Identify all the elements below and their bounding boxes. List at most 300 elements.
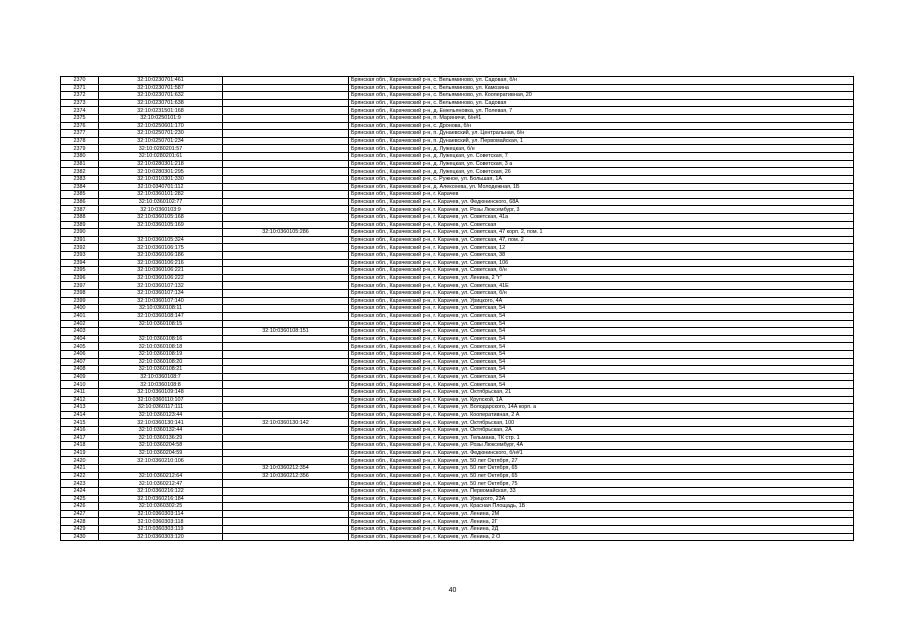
cadastral-number-cell: 32:10:0360108:18 [99,343,223,351]
table-row [61,183,854,191]
address-cell: Брянская обл., Карачевский р-н, г. Карачев, ул. Октябрьская, 2А [349,427,854,435]
table-row [61,244,854,252]
row-number-cell: 2388 [61,213,99,221]
cadastral-number-cell: 32:10:0360106:175 [99,244,223,252]
related-cadastral-number-cell [223,122,349,130]
row-number-cell: 2370 [61,77,99,85]
cadastral-number-cell: 32:10:0360105:169 [99,221,223,229]
cadastral-number-cell: 32:10:0340701:112 [99,183,223,191]
table-row [61,480,854,488]
table-row [61,419,854,427]
row-number-cell: 2385 [61,191,99,199]
address-cell: Брянская обл., Карачевский р-н, г. Карачев, ул. Володарского, 14А корп. а [349,404,854,412]
table-row [61,168,854,176]
table-row [61,495,854,503]
related-cadastral-number-cell [223,107,349,115]
cadastral-number-cell: 32:10:0360204:59 [99,449,223,457]
related-cadastral-number-cell [223,457,349,465]
related-cadastral-number-cell [223,305,349,313]
table-row [61,350,854,358]
address-cell: Брянская обл., Карачевский р-н, г. Карачев, ул. Урицкого, 23А [349,495,854,503]
table-row [61,366,854,374]
related-cadastral-number-cell: 32:10:0360108:151 [223,328,349,336]
address-cell: Брянская обл., Карачевский р-н, г. Карачев, ул. Советская, 54 [349,312,854,320]
cadastral-number-cell: 32:10:0360108:15 [99,320,223,328]
related-cadastral-number-cell [223,312,349,320]
related-cadastral-number-cell [223,77,349,85]
cadastral-number-cell: 32:10:0360108:8 [99,381,223,389]
table-row [61,236,854,244]
row-number-cell: 2423 [61,480,99,488]
related-cadastral-number-cell [223,434,349,442]
cadastral-number-cell: 32:10:0360136:29 [99,434,223,442]
related-cadastral-number-cell: 32:10:0360212:356 [223,472,349,480]
related-cadastral-number-cell [223,153,349,161]
related-cadastral-number-cell [223,503,349,511]
cadastral-number-cell: 32:10:0360110:107 [99,396,223,404]
related-cadastral-number-cell [223,449,349,457]
row-number-cell: 2405 [61,343,99,351]
row-number-cell: 2418 [61,442,99,450]
address-cell: Брянская обл., Карачевский р-н, г. Карачев, ул. Советская, 41Е [349,282,854,290]
row-number-cell: 2401 [61,312,99,320]
table-row [61,404,854,412]
cadastral-number-cell: 32:10:0230701:587 [99,84,223,92]
cadastral-number-cell: 32:10:0230701:461 [99,77,223,85]
address-cell: Брянская обл., Карачевский р-н, г. Карачев, ул. Советская, 54 [349,320,854,328]
address-cell: Брянская обл., Карачевский р-н, г. Карачев, ул. Советская, 54 [349,343,854,351]
cadastral-number-cell: 32:10:0360303:114 [99,510,223,518]
row-number-cell: 2408 [61,366,99,374]
row-number-cell: 2412 [61,396,99,404]
cadastral-number-cell: 32:10:0360101:282 [99,191,223,199]
table-row [61,381,854,389]
table-row [61,465,854,473]
cadastral-number-cell: 32:10:0360103:9 [99,206,223,214]
related-cadastral-number-cell [223,92,349,100]
register-table-body [61,77,854,541]
related-cadastral-number-cell [223,137,349,145]
row-number-cell: 2387 [61,206,99,214]
row-number-cell: 2383 [61,175,99,183]
row-number-cell: 2386 [61,198,99,206]
address-cell: Брянская обл., Карачевский р-н, г. Карачев, ул. Федюнинского, б/н#1 [349,449,854,457]
address-cell: Брянская обл., Карачевский р-н, г. Карачев, ул. Советская [349,221,854,229]
cadastral-number-cell: 32:10:0360108:20 [99,358,223,366]
table-row [61,107,854,115]
table-row [61,229,854,237]
cadastral-number-cell [99,229,223,237]
table-row [61,274,854,282]
related-cadastral-number-cell [223,396,349,404]
row-number-cell: 2404 [61,335,99,343]
table-row [61,267,854,275]
related-cadastral-number-cell [223,495,349,503]
row-number-cell: 2381 [61,160,99,168]
address-cell: Брянская обл., Карачевский р-н, г. Карачев, ул. Ленина, 2 О [349,533,854,541]
address-cell: Брянская обл., Карачевский р-н, г. Карачев, ул. Советская, б/н [349,290,854,298]
address-cell: Брянская обл., Карачевский р-н, г. Карачев, ул. Крупской, 1А [349,396,854,404]
address-cell: Брянская обл., Карачевский р-н, с. Вельяминово, ул. Камозина [349,84,854,92]
row-number-cell: 2407 [61,358,99,366]
row-number-cell: 2416 [61,427,99,435]
address-cell: Брянская обл., Карачевский р-н, д. Лужецкая, б/н [349,145,854,153]
table-row [61,290,854,298]
table-row [61,84,854,92]
row-number-cell: 2377 [61,130,99,138]
related-cadastral-number-cell [223,221,349,229]
row-number-cell: 2417 [61,434,99,442]
register-table [60,76,854,541]
cadastral-number-cell: 32:10:0360204:58 [99,442,223,450]
address-cell: Брянская обл., Карачевский р-н, с. Вельяминово, ул. Садовая, б/н [349,77,854,85]
table-row [61,343,854,351]
related-cadastral-number-cell [223,168,349,176]
row-number-cell: 2380 [61,153,99,161]
row-number-cell: 2392 [61,244,99,252]
related-cadastral-number-cell [223,358,349,366]
cadastral-number-cell: 32:10:0360303:119 [99,525,223,533]
cadastral-number-cell: 32:10:0231501:168 [99,107,223,115]
related-cadastral-number-cell [223,160,349,168]
related-cadastral-number-cell [223,388,349,396]
related-cadastral-number-cell [223,175,349,183]
related-cadastral-number-cell [223,404,349,412]
related-cadastral-number-cell [223,335,349,343]
address-cell: Брянская обл., Карачевский р-н, с. Вельяминово, ул. Кооперативная, 20 [349,92,854,100]
related-cadastral-number-cell [223,350,349,358]
cadastral-number-cell: 32:10:0360303:118 [99,518,223,526]
table-row [61,388,854,396]
address-cell: Брянская обл., Карачевский р-н, п. Мариничи, б/н#1 [349,115,854,123]
address-cell: Брянская обл., Карачевский р-н, г. Карачев, ул. Советская, 54 [349,373,854,381]
table-row [61,191,854,199]
cadastral-number-cell: 32:10:0280201:61 [99,153,223,161]
address-cell: Брянская обл., Карачевский р-н, г. Карачев, ул. Советская, 54 [349,328,854,336]
row-number-cell: 2400 [61,305,99,313]
address-cell: Брянская обл., Карачевский р-н, г. Карачев, ул. Советская, б/н [349,267,854,275]
cadastral-number-cell: 32:10:0360108:21 [99,366,223,374]
related-cadastral-number-cell: 32:10:0360130:142 [223,419,349,427]
table-row [61,153,854,161]
row-number-cell: 2393 [61,252,99,260]
cadastral-number-cell: 32:10:0360117:111 [99,404,223,412]
table-row [61,297,854,305]
address-cell: Брянская обл., Карачевский р-н, г. Карачев, ул. Октябрьская, 21 [349,388,854,396]
address-cell: Брянская обл., Карачевский р-н, с. Вельяминово, ул. Садовая [349,99,854,107]
cadastral-number-cell: 32:10:0360132:44 [99,427,223,435]
address-cell: Брянская обл., Карачевский р-н, г. Карачев, ул. Советская, 12 [349,244,854,252]
cadastral-number-cell: 32:10:0360108:147 [99,312,223,320]
cadastral-number-cell: 32:10:0360105:324 [99,236,223,244]
row-number-cell: 2422 [61,472,99,480]
related-cadastral-number-cell [223,274,349,282]
row-number-cell: 2415 [61,419,99,427]
related-cadastral-number-cell [223,442,349,450]
cadastral-number-cell: 32:10:0360216:122 [99,487,223,495]
row-number-cell: 2403 [61,328,99,336]
related-cadastral-number-cell [223,480,349,488]
address-cell: Брянская обл., Карачевский р-н, г. Карачев, ул. Советская, 106 [349,259,854,267]
table-row [61,145,854,153]
table-row [61,411,854,419]
cadastral-number-cell: 32:10:0360108:7 [99,373,223,381]
cadastral-number-cell: 32:10:0360108:11 [99,305,223,313]
table-row [61,130,854,138]
row-number-cell: 2429 [61,525,99,533]
related-cadastral-number-cell [223,282,349,290]
address-cell: Брянская обл., Карачевский р-н, г. Карачев, ул. 50 лет Октября, 65 [349,465,854,473]
row-number-cell: 2419 [61,449,99,457]
address-cell: Брянская обл., Карачевский р-н, г. Карачев, ул. Советская, 41а [349,213,854,221]
address-cell: Брянская обл., Карачевский р-н, г. Карачев, ул. Ленина, 2М [349,510,854,518]
table-row [61,160,854,168]
related-cadastral-number-cell [223,411,349,419]
cadastral-number-cell: 32:10:0310301:330 [99,175,223,183]
table-row [61,115,854,123]
address-cell: Брянская обл., Карачевский р-н, с. Дронова, б/н [349,122,854,130]
row-number-cell: 2384 [61,183,99,191]
table-row [61,213,854,221]
cadastral-number-cell: 32:10:0360108:16 [99,335,223,343]
address-cell: Брянская обл., Карачевский р-н, г. Карачев, ул. Советская, 54 [349,350,854,358]
cadastral-number-cell [99,328,223,336]
address-cell: Брянская обл., Карачевский р-н, г. Карачев, ул. Советская, 38 [349,252,854,260]
related-cadastral-number-cell [223,427,349,435]
related-cadastral-number-cell [223,373,349,381]
row-number-cell: 2378 [61,137,99,145]
related-cadastral-number-cell [223,198,349,206]
table-row [61,396,854,404]
cadastral-number-cell: 32:10:0280201:57 [99,145,223,153]
address-cell: Брянская обл., Карачевский р-н, п. Дунаевский, ул. Первомайская, 1 [349,137,854,145]
cadastral-number-cell: 32:10:0360302:25 [99,503,223,511]
cadastral-number-cell: 32:10:0360107:134 [99,290,223,298]
cadastral-number-cell: 32:10:0360303:120 [99,533,223,541]
related-cadastral-number-cell [223,236,349,244]
address-cell: Брянская обл., Карачевский р-н, г. Карачев, ул. Советская, 54 [349,335,854,343]
related-cadastral-number-cell [223,381,349,389]
cadastral-number-cell: 32:10:0360210:106 [99,457,223,465]
table-row [61,206,854,214]
cadastral-number-cell: 32:10:0360216:184 [99,495,223,503]
cadastral-number-cell: 32:10:0250701:230 [99,130,223,138]
related-cadastral-number-cell [223,487,349,495]
row-number-cell: 2375 [61,115,99,123]
related-cadastral-number-cell [223,99,349,107]
related-cadastral-number-cell [223,259,349,267]
address-cell: Брянская обл., Карачевский р-н, г. Карачев, ул. Ленина, 2Г [349,518,854,526]
cadastral-number-cell: 32:10:0230701:638 [99,99,223,107]
related-cadastral-number-cell [223,510,349,518]
related-cadastral-number-cell [223,366,349,374]
address-cell: Брянская обл., Карачевский р-н, г. Карачев, ул. Кооперативная, 2 А [349,411,854,419]
row-number-cell: 2379 [61,145,99,153]
table-row [61,221,854,229]
address-cell: Брянская обл., Карачевский р-н, п. Дунаевский, ул. Центральная, б/н [349,130,854,138]
related-cadastral-number-cell [223,252,349,260]
table-row [61,305,854,313]
address-cell: Брянская обл., Карачевский р-н, г. Карачев, ул. Советская, 47 корп. 2, пом. 1 [349,229,854,237]
table-row [61,122,854,130]
related-cadastral-number-cell [223,191,349,199]
table-row [61,335,854,343]
related-cadastral-number-cell [223,183,349,191]
row-number-cell: 2399 [61,297,99,305]
address-cell: Брянская обл., Карачевский р-н, г. Карачев, ул. 50 лет Октября, 75 [349,480,854,488]
row-number-cell: 2376 [61,122,99,130]
table-row [61,99,854,107]
address-cell: Брянская обл., Карачевский р-н, г. Карачев [349,191,854,199]
table-row [61,525,854,533]
table-row [61,533,854,541]
row-number-cell: 2390 [61,229,99,237]
related-cadastral-number-cell [223,84,349,92]
cadastral-number-cell: 32:10:0360109:148 [99,388,223,396]
cadastral-number-cell: 32:10:0360108:19 [99,350,223,358]
table-row [61,358,854,366]
related-cadastral-number-cell [223,130,349,138]
row-number-cell: 2424 [61,487,99,495]
table-row [61,137,854,145]
cadastral-number-cell: 32:10:0230701:632 [99,92,223,100]
row-number-cell: 2391 [61,236,99,244]
related-cadastral-number-cell: 32:10:0360105:286 [223,229,349,237]
cadastral-number-cell: 32:10:0360102:77 [99,198,223,206]
row-number-cell: 2396 [61,274,99,282]
row-number-cell: 2373 [61,99,99,107]
related-cadastral-number-cell [223,206,349,214]
row-number-cell: 2414 [61,411,99,419]
address-cell: Брянская обл., Карачевский р-н, г. Карачев, ул. Ленина, 2 "г" [349,274,854,282]
row-number-cell: 2394 [61,259,99,267]
row-number-cell: 2426 [61,503,99,511]
address-cell: Брянская обл., Карачевский р-н, г. Карачев, ул. Советская, 47, пом. 2 [349,236,854,244]
related-cadastral-number-cell [223,145,349,153]
address-cell: Брянская обл., Карачевский р-н, г. Карачев, ул. Розы Люксембург, 3 [349,206,854,214]
row-number-cell: 2430 [61,533,99,541]
cadastral-number-cell: 32:10:0360105:168 [99,213,223,221]
table-row [61,373,854,381]
cadastral-number-cell: 32:10:0280301:295 [99,168,223,176]
related-cadastral-number-cell [223,518,349,526]
cadastral-number-cell: 32:10:0360123:44 [99,411,223,419]
address-cell: Брянская обл., Карачевский р-н, г. Карачев, ул. Тельмана, ТК стр. 1 [349,434,854,442]
row-number-cell: 2402 [61,320,99,328]
related-cadastral-number-cell [223,290,349,298]
address-cell: Брянская обл., Карачевский р-н, г. Карачев, ул. Октябрьская, 100 [349,419,854,427]
table-row [61,503,854,511]
address-cell: Брянская обл., Карачевский р-н, д. Лужецкая, ул. Советская, 26 [349,168,854,176]
address-cell: Брянская обл., Карачевский р-н, г. Карачев, ул. 50 лет Октября, 65 [349,472,854,480]
address-cell: Брянская обл., Карачевский р-н, д. Лужецкая, ул. Советская, 3 а [349,160,854,168]
address-cell: Брянская обл., Карачевский р-н, г. Карачев, ул. 50 лет Октября, 27 [349,457,854,465]
cadastral-number-cell: 32:10:0360212:47 [99,480,223,488]
table-row [61,320,854,328]
related-cadastral-number-cell [223,213,349,221]
related-cadastral-number-cell [223,267,349,275]
cadastral-number-cell: 32:10:0360106:222 [99,274,223,282]
table-row [61,442,854,450]
address-cell: Брянская обл., Карачевский р-н, г. Карачев, ул. Урицкого, 4А [349,297,854,305]
row-number-cell: 2382 [61,168,99,176]
related-cadastral-number-cell [223,320,349,328]
table-row [61,449,854,457]
address-cell: Брянская обл., Карачевский р-н, г. Карачев, ул. Ленина, 2Д [349,525,854,533]
address-cell: Брянская обл., Карачевский р-н, г. Карачев, ул. Федюнинского, 68А [349,198,854,206]
table-row [61,518,854,526]
row-number-cell: 2420 [61,457,99,465]
row-number-cell: 2410 [61,381,99,389]
table-row [61,92,854,100]
table-row [61,487,854,495]
address-cell: Брянская обл., Карачевский р-н, г. Карачев, ул. Первомайская, 33 [349,487,854,495]
row-number-cell: 2413 [61,404,99,412]
row-number-cell: 2371 [61,84,99,92]
table-row [61,457,854,465]
related-cadastral-number-cell [223,297,349,305]
table-row [61,77,854,85]
table-row [61,282,854,290]
cadastral-number-cell: 32:10:0250101:9 [99,115,223,123]
cadastral-number-cell: 32:10:0360106:186 [99,252,223,260]
page-number: 40 [448,587,457,594]
cadastral-number-cell: 32:10:0250601:170 [99,122,223,130]
row-number-cell: 2395 [61,267,99,275]
table-row [61,198,854,206]
cadastral-number-cell: 32:10:0250701:234 [99,137,223,145]
address-cell: Брянская обл., Карачевский р-н, д. Емельяновка, ул. Полевая, 7 [349,107,854,115]
table-row [61,510,854,518]
row-number-cell: 2421 [61,465,99,473]
table-row [61,259,854,267]
address-cell: Брянская обл., Карачевский р-н, г. Карачев, ул. Советская, 54 [349,381,854,389]
address-cell: Брянская обл., Карачевский р-н, г. Карачев, ул. Советская, 54 [349,305,854,313]
address-cell: Брянская обл., Карачевский р-н, с. Ружное, ул. Большая, 1А [349,175,854,183]
cadastral-number-cell: 32:10:0360212:64 [99,472,223,480]
row-number-cell: 2427 [61,510,99,518]
address-cell: Брянская обл., Карачевский р-н, г. Карачев, ул. Советская, 54 [349,366,854,374]
table-row [61,427,854,435]
related-cadastral-number-cell: 32:10:0360212:354 [223,465,349,473]
cadastral-number-cell: 32:10:0280301:218 [99,160,223,168]
related-cadastral-number-cell [223,115,349,123]
row-number-cell: 2425 [61,495,99,503]
cadastral-number-cell: 32:10:0360106:216 [99,259,223,267]
row-number-cell: 2406 [61,350,99,358]
row-number-cell: 2374 [61,107,99,115]
address-cell: Брянская обл., Карачевский р-н, г. Карачев, ул. Красная Площадь, 1Б [349,503,854,511]
related-cadastral-number-cell [223,244,349,252]
address-cell: Брянская обл., Карачевский р-н, д. Алексеева, ул. Молодежная, 1Б [349,183,854,191]
table-row [61,312,854,320]
row-number-cell: 2411 [61,388,99,396]
related-cadastral-number-cell [223,533,349,541]
address-cell: Брянская обл., Карачевский р-н, г. Карачев, ул. Советская, 54 [349,358,854,366]
row-number-cell: 2397 [61,282,99,290]
related-cadastral-number-cell [223,343,349,351]
row-number-cell: 2398 [61,290,99,298]
row-number-cell: 2409 [61,373,99,381]
table-row [61,252,854,260]
cadastral-number-cell: 32:10:0360106:221 [99,267,223,275]
row-number-cell: 2372 [61,92,99,100]
address-cell: Брянская обл., Карачевский р-н, г. Карачев, ул. Розы Люксембург, 4А [349,442,854,450]
table-row [61,472,854,480]
address-cell: Брянская обл., Карачевский р-н, д. Лужецкая, ул. Советская, 7 [349,153,854,161]
cadastral-number-cell: 32:10:0360130:141 [99,419,223,427]
row-number-cell: 2389 [61,221,99,229]
